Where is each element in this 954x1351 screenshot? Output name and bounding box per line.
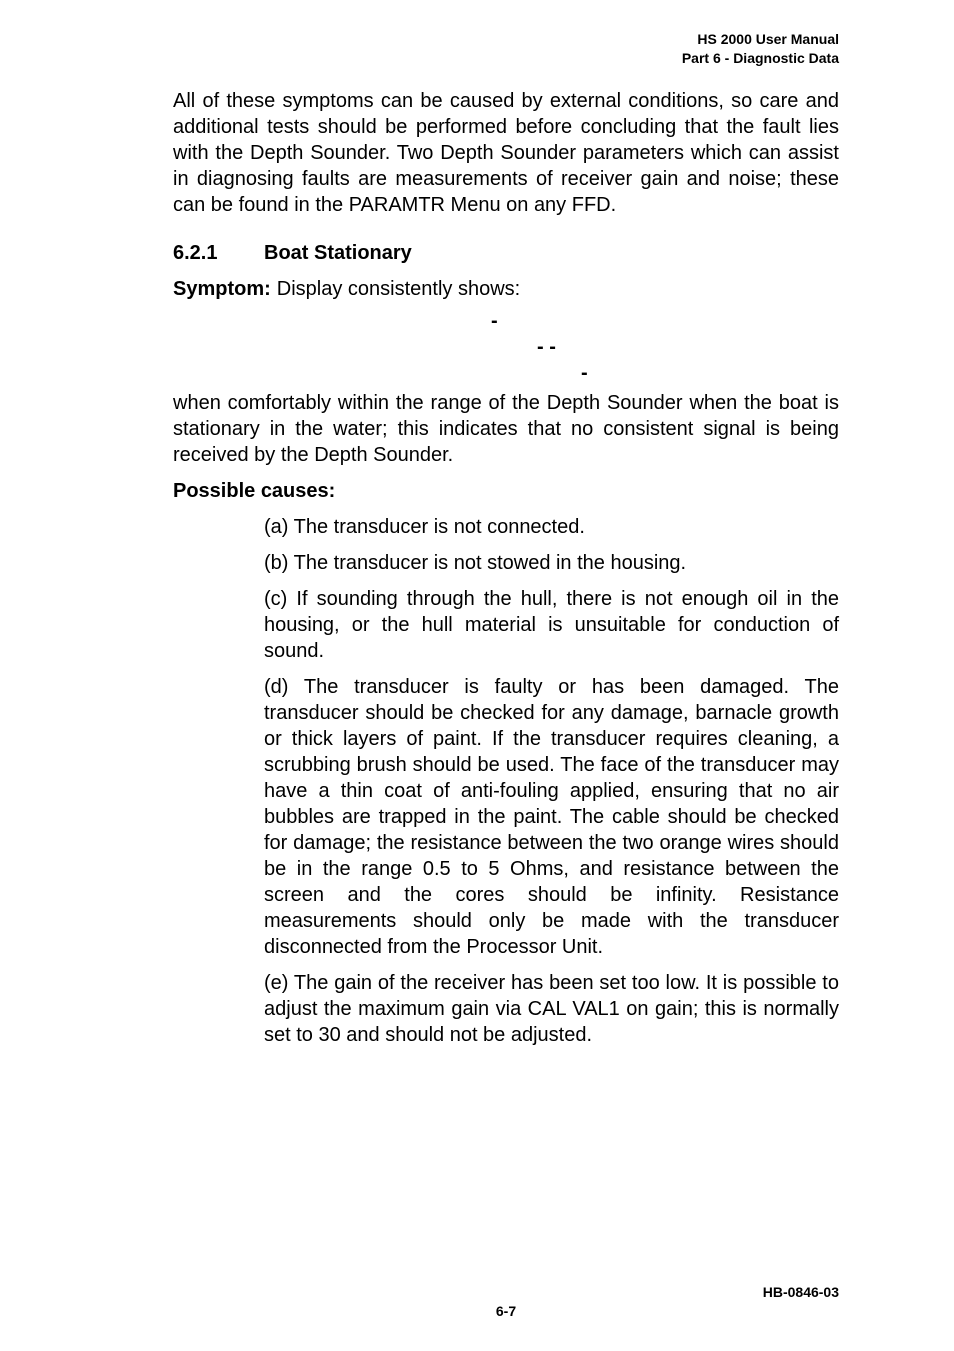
cause-item-e: (e) The gain of the receiver has been set too low. It is possible to adjust the maximum gain via CAL VAL1 on gain; this is normally set to 30 and should not be adjusted. xyxy=(264,972,839,1046)
manual-title: HS 2000 User Manual xyxy=(697,31,839,47)
symptom-explanation: when comfortably within the range of the Depth Sounder when the boat is stationary in the water; this indicates that no consistent signal is being received by the Depth Sounder. xyxy=(173,392,839,466)
cause-item-a: (a) The transducer is not connected. xyxy=(264,516,585,538)
display-readout xyxy=(173,308,839,388)
cause-item-c: (c) If sounding through the hull, there is not enough oil in the housing, or the hull material is unsuitable for conduction of sound. xyxy=(264,588,839,662)
section-number: 6.2.1 xyxy=(173,242,218,264)
symptom-line xyxy=(173,276,839,302)
section-heading xyxy=(173,240,839,266)
intro-paragraph: All of these symptoms can be caused by external conditions, so care and additional tests should be performed before concluding that the fault lies with the Depth Sounder. Two Depth Sounder parameters which can assist in diagnosing faults are measurements of receiver gain and noise; these can be found in the PARAMTR Menu on any FFD. xyxy=(173,90,839,216)
cause-item-b: (b) The transducer is not stowed in the housing. xyxy=(264,552,687,574)
running-header xyxy=(682,30,839,68)
display-line-3: - xyxy=(581,362,588,384)
causes-heading: Possible causes: xyxy=(173,480,336,502)
page-body xyxy=(173,88,839,1048)
symptom-label: Symptom: xyxy=(173,278,271,300)
symptom-text: Display consistently shows: xyxy=(276,278,521,300)
section-title: Boat Stationary xyxy=(264,242,412,264)
part-title: Part 6 - Diagnostic Data xyxy=(681,50,839,66)
page-number: 6-7 xyxy=(495,1303,517,1319)
display-line-1: - xyxy=(491,310,498,332)
document-code: HB-0846-03 xyxy=(762,1284,839,1300)
cause-item-d: (d) The transducer is faulty or has been damaged. The transducer should be checked for any damage, barnacle growth or thick layers of paint. If the transducer requires cleaning, a scrubbing brush should be used. The face of the transducer may have a thin coat of anti-fouling applied, ensuring that no air bubbles are trapped in the paint. The cable should be checked for damage; the resistance between the two orange wires should be in the range 0.5 to 5 Ohms, and resistance between the screen and the cores should be infinity. Resistance measurements should only be made with the transducer disconnected from the Processor Unit. xyxy=(264,676,839,958)
display-line-2: - - xyxy=(537,336,556,358)
causes-list xyxy=(264,514,839,1048)
